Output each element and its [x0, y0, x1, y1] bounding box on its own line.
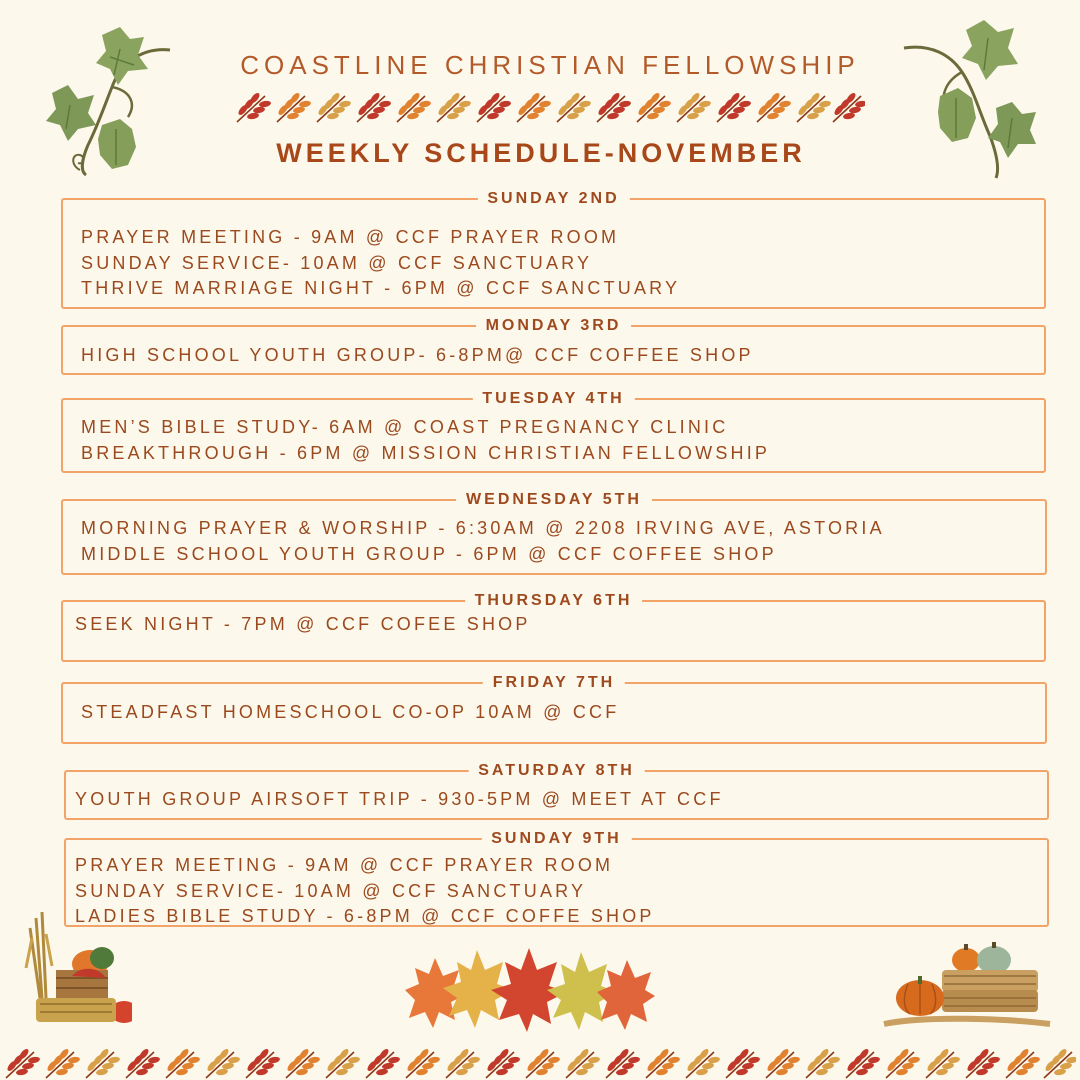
event-item: MEN’S BIBLE STUDY- 6AM @ COAST PREGNANCY CLINIC [81, 417, 729, 437]
event-item: BREAKTHROUGH - 6PM @ MISSION CHRISTIAN FELLOWSHIP [81, 442, 771, 463]
day-box-monday-3rd [61, 317, 1046, 375]
event-item: THRIVE MARRIAGE NIGHT - 6PM @ CCF SANCTUARY [81, 278, 681, 298]
day-box-wednesday-5th [61, 491, 1047, 575]
maple-leaves-icon [405, 948, 655, 1033]
day-box-sunday-2nd [61, 190, 1046, 309]
event-item: SUNDAY SERVICE- 10AM @ CCF SANCTUARY [81, 252, 593, 273]
event-item: PRAYER MEETING - 9AM @ CCF PRAYER ROOM [81, 227, 620, 247]
organization-name: COASTLINE CHRISTIAN FELLOWSHIP [240, 50, 860, 80]
day-box-friday-7th [61, 674, 1047, 744]
autumn-leaf-garland-icon [235, 90, 865, 128]
pumpkins-on-hay-icon [882, 940, 1052, 1030]
day-label: TUESDAY 4TH [472, 387, 634, 411]
event-item: YOUTH GROUP AIRSOFT TRIP - 930-5PM @ MEET AT CCF [75, 789, 724, 809]
event-item: STEADFAST HOMESCHOOL CO-OP 10AM @ CCF [81, 702, 620, 722]
day-label: SUNDAY 9TH [481, 827, 631, 851]
day-box-tuesday-4th [61, 390, 1046, 473]
schedule-title: WEEKLY SCHEDULE-NOVEMBER [276, 138, 806, 168]
day-label: SATURDAY 8TH [468, 759, 645, 783]
day-box-saturday-8th [64, 762, 1049, 820]
event-item: MIDDLE SCHOOL YOUTH GROUP - 6PM @ CCF COFFEE SHOP [81, 543, 777, 564]
harvest-basket-icon [22, 908, 132, 1028]
day-label: SUNDAY 2ND [477, 187, 629, 211]
event-item: HIGH SCHOOL YOUTH GROUP- 6-8PM@ CCF COFFEE SHOP [81, 345, 754, 365]
day-label: FRIDAY 7TH [483, 671, 625, 695]
day-label: WEDNESDAY 5TH [456, 488, 652, 512]
event-item: SUNDAY SERVICE- 10AM @ CCF SANCTUARY [75, 880, 587, 901]
event-item: PRAYER MEETING - 9AM @ CCF PRAYER ROOM [75, 855, 614, 875]
day-box-sunday-9th [64, 830, 1049, 927]
event-item: SEEK NIGHT - 7PM @ CCF COFEE SHOP [75, 614, 531, 634]
autumn-leaf-garland-icon [4, 1046, 1076, 1080]
day-label: THURSDAY 6TH [465, 589, 643, 613]
event-item: MORNING PRAYER & WORSHIP - 6:30AM @ 2208 IRVING AVE, ASTORIA [81, 518, 885, 538]
event-item: LADIES BIBLE STUDY - 6-8PM @ CCF COFFE SHOP [75, 906, 655, 926]
day-label: MONDAY 3RD [476, 314, 632, 338]
day-box-thursday-6th [61, 592, 1046, 662]
